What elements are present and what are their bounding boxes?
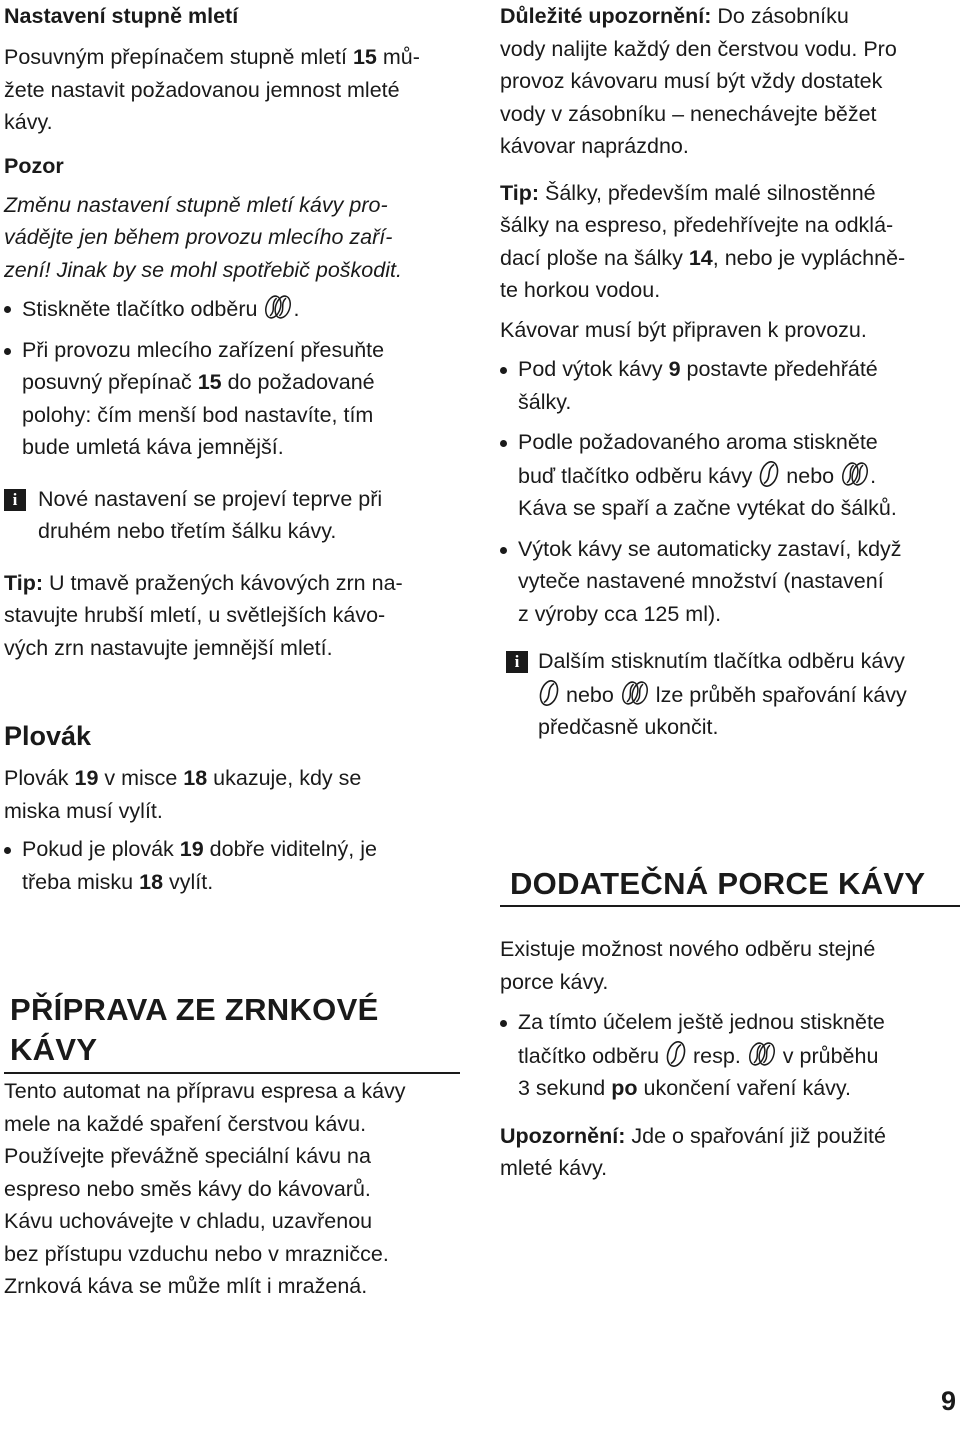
page-number: 9 (940, 1386, 956, 1416)
caution-text: Změnu nastavení stupně mletí kávy pro- vádějte jen během provozu mlecího zaří- zení! Jinak by se mohl spotřebič poškodit. (4, 192, 402, 282)
float-paragraph: Plovák 19 v misce 18 ukazuje, kdy se miska musí vylít. (4, 766, 362, 823)
two-cup-bean-icon (747, 1039, 777, 1069)
two-cup-bean-icon (263, 292, 293, 322)
extra-portion-section (500, 864, 960, 1185)
grind-paragraph: Posuvným přepínačem stupně mletí 15 mů- žete nastavit požadovanou jemnost mleté kávy. (4, 45, 420, 134)
move-slider-bullet: Při provozu mlecího zařízení přesuňte posuvný přepínač 15 do požadované polohy: čím menší bod nastavíte, tím bude umletá káva jemnější. (4, 334, 464, 464)
brew-section (500, 0, 958, 744)
one-cup-bean-icon (665, 1039, 687, 1069)
float-section (4, 719, 464, 898)
extra-portion-heading: DODATEČNÁ PORCE KÁVY (500, 864, 960, 907)
press-button-bullet: Stiskněte tlačítko odběru . (4, 292, 464, 326)
beans-section (4, 990, 460, 1303)
caution-title: Pozor (4, 153, 64, 178)
two-cup-bean-icon (840, 459, 870, 489)
info-icon: i (4, 489, 26, 511)
select-aroma-bullet: Podle požadovaného aroma stiskněte buď tlačítko odběru kávy nebo . Káva se spaří a začne vytékat do šálků. (500, 426, 958, 525)
grind-tip: Tip: U tmavě pražených kávových zrn na- stavujte hrubší mletí, u světlejších kávo- vých zrn nastavujte jemnější mletí. (4, 570, 403, 660)
float-bullet: Pokud je plovák 19 dobře viditelný, je třeba misku 18 vylít. (4, 833, 464, 898)
grind-section (4, 0, 464, 664)
ready-text: Kávovar musí být připraven k provozu. (500, 317, 867, 342)
grind-info-note: i Nové nastavení se projeví teprve při druhém nebo třetím šálku kávy. (4, 483, 464, 548)
cups-tip: Tip: Šálky, především malé silnostěnné šálky na espreso, předehřívejte na odklá- dací ploše na šálky 14, nebo je vypláchně- te horkou vodou. (500, 180, 906, 302)
extra-portion-bullet: Za tímto účelem ještě jednou stiskněte tlačítko odběru resp. v průběhu 3 sekund po ukončení vaření kávy. (500, 1006, 960, 1105)
auto-stop-bullet: Výtok kávy se automaticky zastaví, když vyteče nastavené množství (nastavení z výroby cca 125 ml). (500, 533, 958, 631)
reuse-warning: Upozornění: Jde o spařování již použité mleté kávy. (500, 1123, 886, 1180)
info-icon: i (506, 651, 528, 673)
beans-paragraph: Tento automat na přípravu espresa a kávy mele na každé spaření čerstvou kávu. Používejte převážně speciální kávu na espreso nebo směs kávy do kávovarů. Kávu uchovávejte v chladu, uzavřenou bez přístupu vzduchu nebo v mrazničce. Zrnková káva se může mlít i mražená. (4, 1079, 406, 1298)
beans-heading: PŘÍPRAVA ZE ZRNKOVÉ KÁVY (4, 990, 460, 1074)
float-heading: Plovák (4, 721, 92, 751)
one-cup-bean-icon (758, 459, 780, 489)
stop-early-info: i Dalším stisknutím tlačítka odběru kávy nebo lze průběh spařování kávy předčasně ukončit. (500, 645, 958, 744)
grind-heading: Nastavení stupně mletí (4, 4, 239, 28)
two-cup-bean-icon (620, 678, 650, 708)
place-cups-bullet: Pod výtok kávy 9 postavte předehřáté šálky. (500, 353, 958, 418)
important-note: Důležité upozornění: Do zásobníku vody nalijte každý den čerstvou vodu. Pro provoz kávovaru musí být vždy dostatek vody v zásobníku – nenechávejte běžet kávovar naprázdno. (500, 4, 897, 158)
extra-portion-paragraph: Existuje možnost nového odběru stejné porce kávy. (500, 937, 876, 994)
one-cup-bean-icon (538, 678, 560, 708)
